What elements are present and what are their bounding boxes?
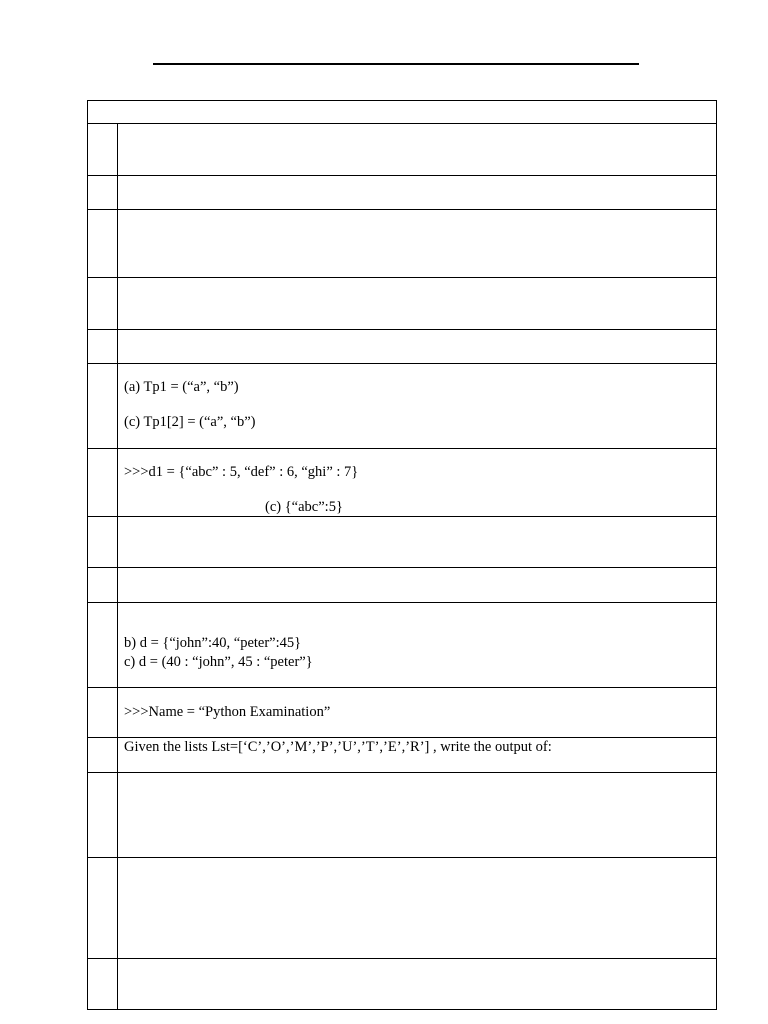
row-divider bbox=[88, 772, 716, 773]
row-divider bbox=[88, 209, 716, 210]
q10-option-b: b) d = {“john”:40, “peter”:45} bbox=[124, 635, 302, 651]
row-divider bbox=[88, 602, 716, 603]
row-divider bbox=[88, 857, 716, 858]
title-underline bbox=[153, 63, 639, 65]
row-divider bbox=[88, 123, 716, 124]
q6-option-a: (a) Tp1 = (“a”, “b”) bbox=[124, 379, 239, 395]
number-column-divider bbox=[117, 123, 118, 1009]
q6-option-c: (c) Tp1[2] = (“a”, “b”) bbox=[124, 414, 256, 430]
row-divider bbox=[88, 175, 716, 176]
q11-code: >>>Name = “Python Examination” bbox=[124, 704, 331, 720]
q12-text: Given the lists Lst=[‘C’,’O’,’M’,’P’,’U’,’T’,’E’,’R’] , write the output of: bbox=[124, 739, 552, 755]
row-divider bbox=[88, 958, 716, 959]
q7-code: >>>d1 = {“abc” : 5, “def” : 6, “ghi” : 7} bbox=[124, 464, 359, 480]
row-divider bbox=[88, 737, 716, 738]
row-divider bbox=[88, 567, 716, 568]
row-divider bbox=[88, 363, 716, 364]
question-table bbox=[87, 100, 717, 1010]
q10-option-c: c) d = (40 : “john”, 45 : “peter”} bbox=[124, 654, 313, 670]
row-divider bbox=[88, 516, 716, 517]
row-divider bbox=[88, 448, 716, 449]
row-divider bbox=[88, 687, 716, 688]
q7-option-c: (c) {“abc”:5} bbox=[265, 499, 343, 515]
row-divider bbox=[88, 329, 716, 330]
row-divider bbox=[88, 277, 716, 278]
